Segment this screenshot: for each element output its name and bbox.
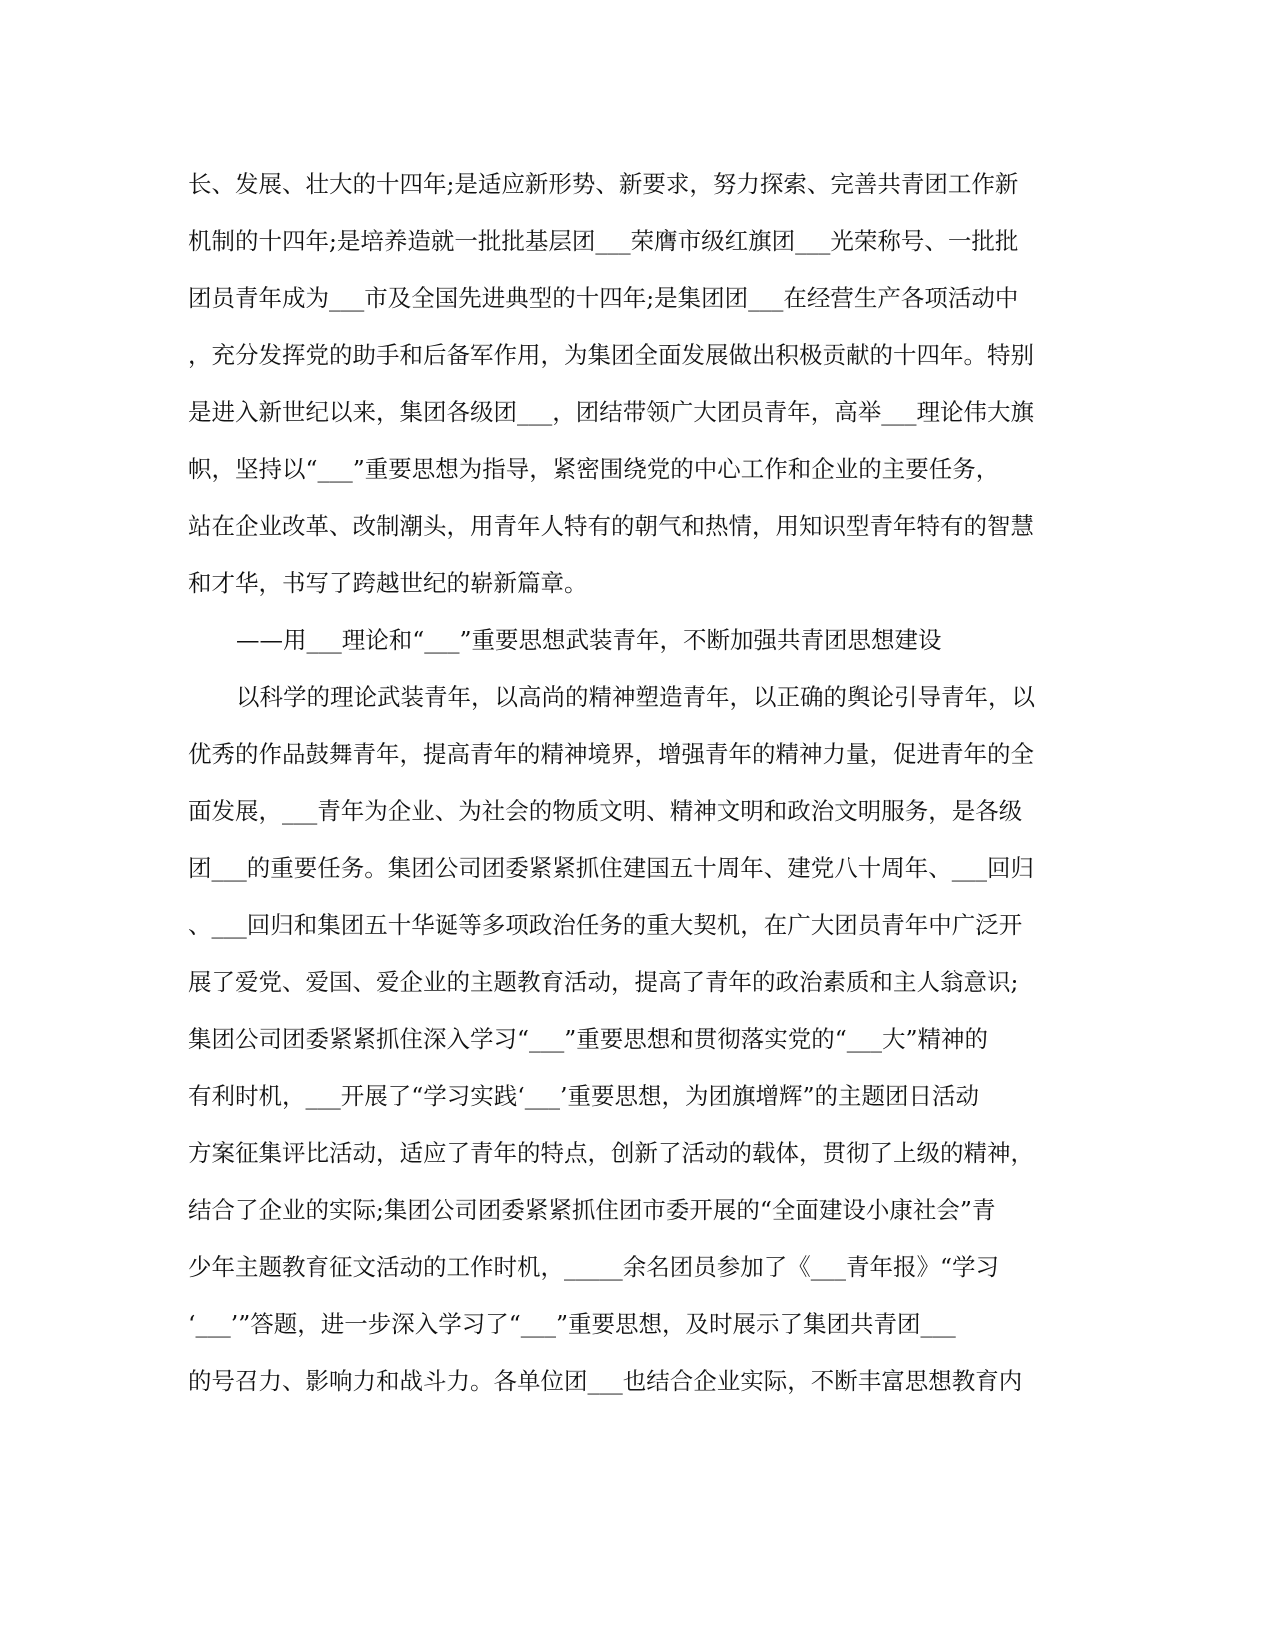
text-line: ，充分发挥党的助手和后备军作用，为集团全面发展做出积极贡献的十四年。特别 [188, 341, 1034, 369]
text-line: 结合了企业的实际;集团公司团委紧紧抓住团市委开展的“全面建设小康社会”青 [188, 1196, 996, 1224]
text-line: 展了爱党、爱国、爱企业的主题教育活动，提高了青年的政治素质和主人翁意识; [188, 968, 1019, 996]
text-line: 机制的十四年;是培养造就一批批基层团___荣膺市级红旗团___光荣称号、一批批 [188, 227, 1019, 255]
text-line: 、___回归和集团五十华诞等多项政治任务的重大契机，在广大团员青年中广泛开 [188, 911, 1023, 939]
section-heading: ——用___理论和“___”重要思想武装青年，不断加强共青团思想建设 [236, 626, 942, 654]
text-line: 团员青年成为___市及全国先进典型的十四年;是集团团___在经营生产各项活动中 [188, 284, 1019, 312]
text-line: 帜，坚持以“___”重要思想为指导，紧密围绕党的中心工作和企业的主要任务， [188, 455, 1000, 483]
text-line: ‘___’”答题，进一步深入学习了“___”重要思想，及时展示了集团共青团___ [188, 1310, 956, 1338]
text-line: 站在企业改革、改制潮头，用青年人特有的朝气和热情，用知识型青年特有的智慧 [188, 512, 1034, 540]
paragraph-start-line: 以科学的理论武装青年，以高尚的精神塑造青年，以正确的舆论引导青年，以 [236, 683, 1035, 711]
text-line: 面发展，___青年为企业、为社会的物质文明、精神文明和政治文明服务，是各级 [188, 797, 1023, 825]
text-line: 集团公司团委紧紧抓住深入学习“___”重要思想和贯彻落实党的“___大”精神的 [188, 1025, 989, 1053]
text-line: 优秀的作品鼓舞青年，提高青年的精神境界，增强青年的精神力量，促进青年的全 [188, 740, 1034, 768]
text-line: 是进入新世纪以来，集团各级团___，团结带领广大团员青年，高举___理论伟大旗 [188, 398, 1034, 426]
text-line: 方案征集评比活动，适应了青年的特点，创新了活动的载体，贯彻了上级的精神， [188, 1139, 1034, 1167]
text-line: 少年主题教育征文活动的工作时机，_____余名团员参加了《___青年报》“学习 [188, 1253, 1000, 1281]
text-line: 的号召力、影响力和战斗力。各单位团___也结合企业实际，不断丰富思想教育内 [188, 1367, 1023, 1395]
text-line: 团___的重要任务。集团公司团委紧紧抓住建国五十周年、建党八十周年、___回归 [188, 854, 1034, 882]
text-line: 和才华，书写了跨越世纪的崭新篇章。 [188, 569, 588, 597]
text-line: 有利时机，___开展了“学习实践‘___’重要思想，为团旗增辉”的主题团日活动 [188, 1082, 979, 1110]
text-line: 长、发展、壮大的十四年;是适应新形势、新要求，努力探索、完善共青团工作新 [188, 170, 1019, 198]
